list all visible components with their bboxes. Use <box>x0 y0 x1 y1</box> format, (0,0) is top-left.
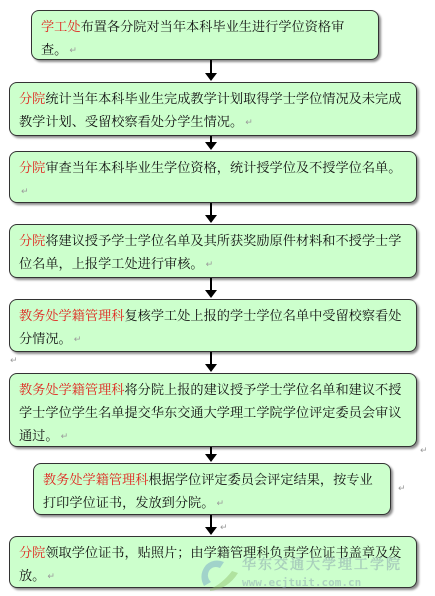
step-2-text: 统计当年本科毕业生完成教学计划取得学士学位情况及未完成教学计划、受留校察看处分学生情况。 <box>19 92 402 130</box>
paragraph-mark: ↵ <box>60 432 69 442</box>
paragraph-mark: ↵ <box>47 572 55 582</box>
paragraph-mark: ↵ <box>420 446 428 456</box>
arrow-7 <box>205 515 217 535</box>
logo-leaf-icon <box>210 571 238 591</box>
paragraph-mark: ↵ <box>220 523 228 533</box>
step-3-actor: 分院 <box>19 161 46 176</box>
step-5-actor: 教务处学籍管理科 <box>19 309 125 324</box>
arrow-3 <box>205 203 217 223</box>
step-4-box <box>9 224 417 278</box>
step-1-box <box>31 10 379 60</box>
arrow-4 <box>205 278 217 298</box>
paragraph-mark: ↵ <box>10 356 18 366</box>
step-8-text: 领取学位证书，贴照片；由学籍管理科负责学位证书盖章及发放。 <box>19 546 402 584</box>
watermark-title: 华东交通大学理工学院 <box>242 557 402 573</box>
arrow-5 <box>205 352 217 372</box>
step-7-box <box>33 463 391 515</box>
step-5-box <box>9 299 417 352</box>
paragraph-mark: ↵ <box>73 335 82 345</box>
step-1-text: 布置各分院对当年本科毕业生进行学位资格审查。 <box>41 20 345 58</box>
watermark-logo <box>198 553 433 593</box>
paragraph-mark: ↵ <box>398 484 406 494</box>
step-6-text: 将分院上报的建议授予学士学位名单和建议不授学士学位学生名单提交华东交通大学理工学院学位评定委员会审议通过。 <box>19 383 402 444</box>
step-2-box <box>9 82 417 136</box>
logo-swoosh-icon <box>201 561 224 586</box>
arrow-1 <box>205 60 217 81</box>
watermark-url: www.ecjtuit.com.cn <box>242 576 362 589</box>
paragraph-mark: ↵ <box>205 260 214 270</box>
step-3-box <box>9 151 417 203</box>
step-6-box <box>9 373 417 447</box>
step-5-text: 复核学工处上报的学士学位名单中受留校察看处分情况。 <box>19 309 402 347</box>
step-2-actor: 分院 <box>19 92 46 107</box>
step-7-actor: 教务处学籍管理科 <box>43 473 149 488</box>
paragraph-mark: ↵ <box>21 187 29 197</box>
step-4-text: 将建议授予学士学位名单及其所获奖励原件材料和不授学士学位名单，上报学工处进行审核。 <box>19 234 402 272</box>
arrow-2 <box>205 136 217 150</box>
paragraph-mark: ↵ <box>216 499 224 509</box>
step-6-actor: 教务处学籍管理科 <box>19 383 125 398</box>
paragraph-mark: ↵ <box>245 118 253 128</box>
step-7-text: 根据学位评定委员会评定结果，按专业打印学位证书，发放到分院。 <box>43 473 373 511</box>
paragraph-mark: ↵ <box>69 46 77 56</box>
step-3-text: 审查当年本科毕业生学位资格，统计授学位及不授学位名单。 <box>45 161 402 176</box>
step-4-actor: 分院 <box>19 234 46 249</box>
step-1-actor: 学工处 <box>41 20 81 35</box>
step-8-actor: 分院 <box>19 546 46 561</box>
arrow-6 <box>205 447 217 462</box>
